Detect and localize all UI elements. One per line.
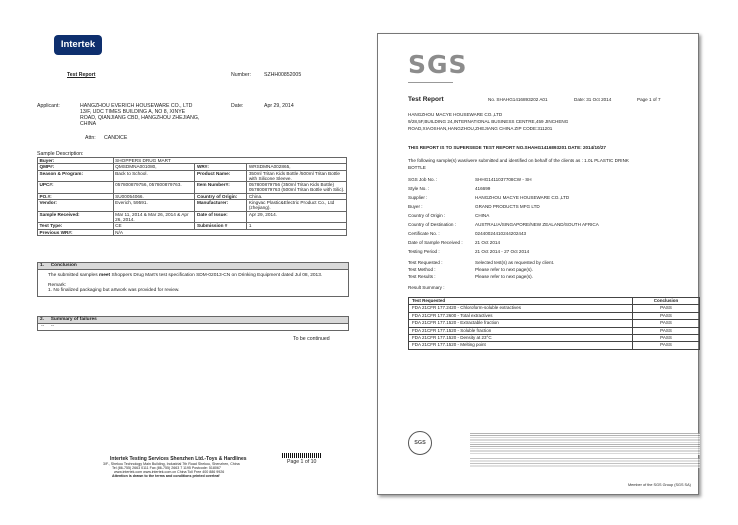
table-cell: FDA 21CFR 177.1520 - Soluble fraction: [409, 327, 633, 334]
sgs-logo: SGS: [408, 50, 468, 79]
table-cell: Apr 29, 2014.: [247, 211, 347, 223]
sgs-test-report: [377, 33, 699, 495]
company-line: ROAD,XIAOSHAN,HANGZHOU,ZHEJIANG CHINA ZIP CODE:311201: [408, 126, 553, 131]
table-cell: Season & Program:: [38, 170, 114, 182]
summary-section: [37, 316, 349, 331]
table-cell: PASS: [633, 335, 700, 342]
table-header-cell: Test Requested: [409, 298, 633, 305]
table-cell: CE: [113, 223, 195, 229]
field-value: HANGZHOU MACYE HOUSEWARE CO.,LTD: [475, 195, 570, 200]
intertek-report-title: Test Report: [67, 72, 96, 78]
table-cell: WRSDMNA002865,: [247, 164, 347, 170]
report-number-label: Number:: [231, 72, 251, 78]
field-label: SGS Job No. :: [408, 177, 438, 182]
date-label: Date:: [231, 103, 244, 109]
table-cell: Country of Origin:: [195, 193, 247, 199]
applicant-line: HANGZHOU EVERICH HOUSEWARE CO., LTD: [80, 103, 193, 109]
table-cell: Item Number#:: [195, 182, 247, 194]
sgs-report-title: Test Report: [408, 96, 444, 103]
field-value: 416699: [475, 186, 491, 191]
table-cell: Back to School.: [113, 170, 195, 182]
table-cell: PASS: [633, 320, 700, 327]
section-number: 1.: [40, 263, 45, 268]
summary-cell: --: [41, 323, 45, 329]
sgs-member-note: Member of the SGS Group (SGS SA): [628, 483, 691, 487]
table-cell: Product Name:: [195, 170, 247, 182]
table-row: [409, 320, 700, 327]
table-cell: SU00054066.: [113, 193, 195, 199]
table-row: [38, 229, 347, 235]
sgs-page-number: Page 1 of 7: [637, 97, 661, 102]
table-cell: Manufacturer:: [195, 200, 247, 212]
applicant-line: ROAD, QIANJIANG CBD, HANGZHOU ZHEJIANG,: [80, 115, 200, 121]
table-cell: Sample Received:: [38, 211, 114, 223]
table-cell: PASS: [633, 312, 700, 319]
field-label: Style No. :: [408, 186, 430, 191]
table-cell: WR#:: [195, 164, 247, 170]
table-cell: China.: [247, 193, 347, 199]
field-value: CHINA: [475, 213, 490, 218]
table-cell: Mar 11, 2014 & Mar 26, 2014 & Apr 26, 2014.: [113, 211, 195, 223]
table-header-cell: Conclusion: [633, 298, 700, 305]
footer-title: Intertek Testing Services Shenzhen Ltd.-Toys & Hardlines: [110, 456, 247, 462]
table-cell: Date of Issue:: [195, 211, 247, 223]
barcode: [282, 453, 322, 458]
table-cell: 057800879756 (350ml Tritan Kids Bottle) 057800879763 (500ml Tritan Bottle with Silic).: [247, 182, 347, 194]
field-label: Certificate No. :: [408, 231, 440, 236]
table-row: [409, 335, 700, 342]
conclusion-text: [48, 273, 338, 279]
table-row: [409, 312, 700, 319]
intro-line: BOTTLE: [408, 165, 426, 170]
field-value: 21 Oct 2014 - 27 Oct 2014: [475, 249, 530, 254]
table-cell: 057800879756, 057800879763.: [113, 182, 195, 194]
field-value: 21 Oct 2014: [475, 240, 501, 245]
table-cell: PASS: [633, 342, 700, 349]
table-row: [409, 327, 700, 334]
table-cell: N/A: [113, 229, 346, 235]
field-label: Date of Sample Received :: [408, 240, 463, 245]
table-cell: Submission #: [195, 223, 247, 229]
table-row: [38, 211, 347, 223]
table-cell: Everich, 59591.: [113, 200, 195, 212]
footer-line: www.intertek.com www.intertek.com.cn China Toll Free 400 886 9926: [114, 470, 225, 474]
field-label: Country of Origin :: [408, 213, 446, 218]
result-table: [408, 297, 700, 350]
terms-fine-print: [470, 433, 700, 455]
table-cell: PASS: [633, 305, 700, 312]
table-row: [409, 342, 700, 349]
conclusion-text-pre: The submitted samples: [48, 272, 99, 278]
summary-cell: --: [50, 323, 55, 329]
section-title: Summary of failures: [50, 317, 97, 322]
field-label: Test Results :: [408, 274, 436, 279]
company-line: 9/28,5F,BUILDING 24,INTERNATIONAL BUSINESS CENTRE,459 JINCHENG: [408, 119, 569, 124]
field-value: Please refer to next page(s).: [475, 267, 533, 272]
field-label: Testing Period :: [408, 249, 440, 254]
table-row: [38, 170, 347, 182]
table-cell: Previous WR#:: [38, 229, 114, 235]
field-value: AUSTRALIA/SINGAPORE/NEW ZEALAND/SOUTH AFRICA: [475, 222, 599, 227]
table-cell: PASS: [633, 327, 700, 334]
table-cell: UPC#:: [38, 182, 114, 194]
table-cell: FDA 21CFR 177.1520 - Extractable fraction: [409, 320, 633, 327]
field-label: Test Requested :: [408, 260, 443, 265]
page-number: Page 1 of 10: [287, 459, 317, 465]
field-value: Please refer to next page(s).: [475, 274, 533, 279]
field-label: Country of Destination :: [408, 222, 457, 227]
sample-table: [37, 157, 347, 236]
table-row: [38, 200, 347, 212]
company-line: HANGZHOU MACYE HOUSEWARE CO.,LTD: [408, 112, 503, 117]
conclusion-meet: meet: [98, 272, 111, 278]
table-cell: 350ml Tritan Kids Bottle /500ml Tritan Bottle with Silicone Sleeve.: [247, 170, 347, 182]
table-cell: FDA 21CFR 177.1520 - Melting point: [409, 342, 633, 349]
footer-line: Attention is drawn to the terms and conditions printed overleaf: [112, 474, 220, 478]
applicant-label: Applicant:: [37, 103, 60, 109]
attn-value: CANDICE: [104, 135, 128, 141]
applicant-line: CHINA: [80, 121, 97, 127]
applicant-line: 13/F, UDC TIMES BUILDING A, NO 8, XINYE: [80, 109, 186, 115]
field-value: 02440024410244202443: [475, 231, 527, 236]
table-row: [38, 182, 347, 194]
footer-line: Tel (86-755) 2663 0111 Fax (86-755) 2663 7 1195 Postcode: 518067: [112, 466, 221, 470]
to-be-continued: To be continued: [293, 336, 330, 342]
intertek-test-report: [0, 0, 366, 525]
field-value: SHHG1411037708CW - SH: [475, 177, 532, 182]
table-cell: Buyer:: [38, 158, 114, 164]
conclusion-section: [37, 262, 349, 297]
field-label: Test Method :: [408, 267, 436, 272]
attn-label: Attn:: [85, 135, 96, 141]
sgs-seal: SGS: [408, 431, 432, 455]
sgs-report-number: No. SHAHG1416893202 A01: [488, 97, 548, 102]
table-cell: SHOPPERS DRUG MART: [113, 158, 346, 164]
table-cell: QMSDMNA001080,: [113, 164, 195, 170]
table-cell: Test Type:: [38, 223, 114, 229]
remark-text: 1. No finalized packaging but artwork was provided for review.: [48, 288, 180, 294]
report-number: SZHH00852005: [264, 72, 302, 78]
table-row: [409, 305, 700, 312]
report-date: Apr 29, 2014: [264, 103, 294, 109]
table-cell: QMP#:: [38, 164, 114, 170]
sample-description-label: Sample Description:: [37, 151, 84, 157]
table-cell: PO.#:: [38, 193, 114, 199]
section-number: 2.: [40, 317, 45, 322]
field-value: GRAND PRODUCTS MFG LTD: [475, 204, 540, 209]
table-cell: Kingvac Plastic&Electric Product Co., Ltd (zhejiang).: [247, 200, 347, 212]
summary-row: [38, 324, 348, 330]
conclusion-body: [38, 270, 348, 296]
field-label: Supplier :: [408, 195, 428, 200]
table-cell: FDA 21CFR 177.2600 - Total extractives: [409, 312, 633, 319]
supersede-note: THIS REPORT IS TO SUPERSEDE TEST REPORT NO.SHAHG1416893201 DATE: 2014/10/27: [408, 145, 606, 150]
summary-header: [38, 317, 348, 324]
intertek-logo: Intertek: [54, 35, 102, 55]
field-label: Buyer :: [408, 204, 423, 209]
logo-underline: [408, 82, 453, 83]
section-title: Conclusion: [50, 263, 77, 268]
table-cell: FDA 21CFR 177.1520 - Density at 23°C: [409, 335, 633, 342]
result-summary-label: Result Summary :: [408, 285, 445, 290]
intro-line: The following sample(s) was/were submitted and identified on behalf of the clients as : 1.0L PLASTIC DRINK: [408, 158, 629, 163]
sgs-report-date: Date: 31 Oct 2014: [574, 97, 612, 102]
table-cell: FDA 21CFR 177.2420 - Chloroform-soluble extractives: [409, 305, 633, 312]
footer-line: 3/F., Shekou Technology Main Building, Industrial 7th Road Shekou, Shenzhen, China: [103, 462, 240, 466]
conclusion-header: [38, 263, 348, 270]
footer-fine-print: [470, 458, 700, 468]
conclusion-text-post: Shoppers Drug Mart's test specification SDM-02013-CN on Drinking Equipment dated Jul 08, 2013.: [110, 272, 323, 278]
remark-label: Remark:: [48, 282, 67, 288]
table-cell: Vendor:: [38, 200, 114, 212]
field-value: Selected test(s) as requested by client.: [475, 260, 555, 265]
table-cell: 1: [247, 223, 347, 229]
table-header-row: [409, 298, 700, 305]
